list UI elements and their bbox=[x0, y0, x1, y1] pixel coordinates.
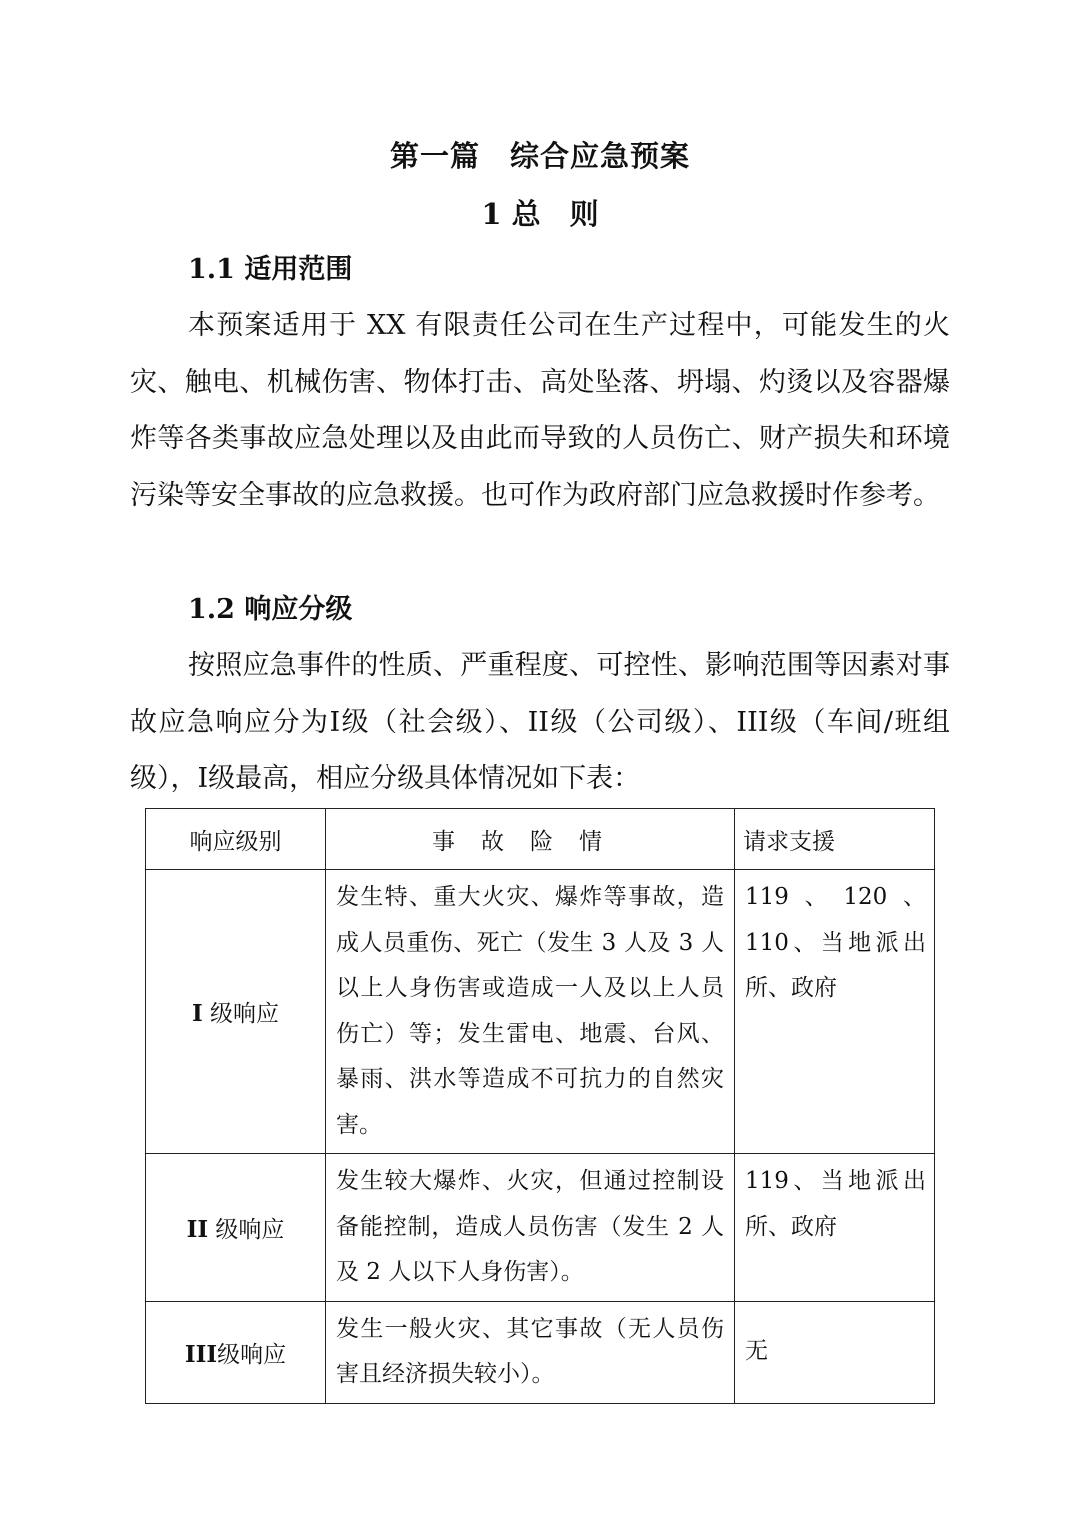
level-cell bbox=[146, 870, 326, 1154]
level-label: 级响应 bbox=[202, 1001, 280, 1027]
support-cell: 119、120、110、当地派出所、政府 bbox=[735, 870, 935, 1154]
level-label: 级响应 bbox=[208, 1216, 285, 1243]
section-body-scope: 本预案适用于 XX 有限责任公司在生产过程中，可能发生的火灾、触电、机械伤害、物体打击、高处坠落、坍塌、灼烫以及容器爆炸等各类事故应急处理以及由此而导致的人员伤亡、财产损失和环境污染等安全事故的应急救援。也可作为政府部门应急救援时作参考。 bbox=[130, 310, 950, 511]
situation-cell: 发生特、重大火灾、爆炸等事故，造成人员重伤、死亡（发生 3 人及 3 人以上人身伤害或造成一人及以上人员伤亡）等；发生雷电、地震、台风、暴雨、洪水等造成不可抗力的自然灾害。 bbox=[326, 870, 735, 1154]
situation-cell: 发生较大爆炸、火灾，但通过控制设备能控制，造成人员伤害（发生 2 人及 2 人以下人身伤害）。 bbox=[326, 1154, 735, 1302]
section-heading-response-levels: 1.2 响应分级 bbox=[188, 594, 353, 625]
level-number: III bbox=[184, 1340, 218, 1368]
level-cell bbox=[146, 1154, 326, 1302]
section-heading-scope: 1.1 适用范围 bbox=[188, 254, 353, 285]
level-number: I bbox=[191, 1000, 203, 1027]
chapter-title: 1 总 则 bbox=[481, 197, 599, 231]
header-level: 响应级别 bbox=[146, 809, 326, 870]
level-cell bbox=[146, 1301, 326, 1403]
response-level-table bbox=[145, 808, 935, 1404]
table-row bbox=[146, 1301, 935, 1403]
header-support: 请求支援 bbox=[735, 809, 935, 870]
table-row bbox=[146, 870, 935, 1154]
situation-cell: 发生一般火灾、其它事故（无人员伤害且经济损失较小）。 bbox=[326, 1301, 735, 1403]
table-header-row bbox=[146, 809, 935, 870]
support-cell: 无 bbox=[735, 1301, 935, 1403]
section-body-response-levels: 按照应急事件的性质、严重程度、可控性、影响范围等因素对事故应急响应分为I级（社会级）、II级（公司级）、III级（车间/班组级），I级最高，相应分级具体情况如下表： bbox=[130, 650, 950, 794]
header-situation: 事故险情 bbox=[326, 809, 735, 870]
level-label: 级响应 bbox=[217, 1341, 287, 1368]
support-cell: 119、当地派出所、政府 bbox=[735, 1154, 935, 1302]
table-row bbox=[146, 1154, 935, 1302]
level-number: II bbox=[186, 1215, 209, 1243]
document-title: 第一篇 综合应急预案 bbox=[389, 139, 690, 173]
